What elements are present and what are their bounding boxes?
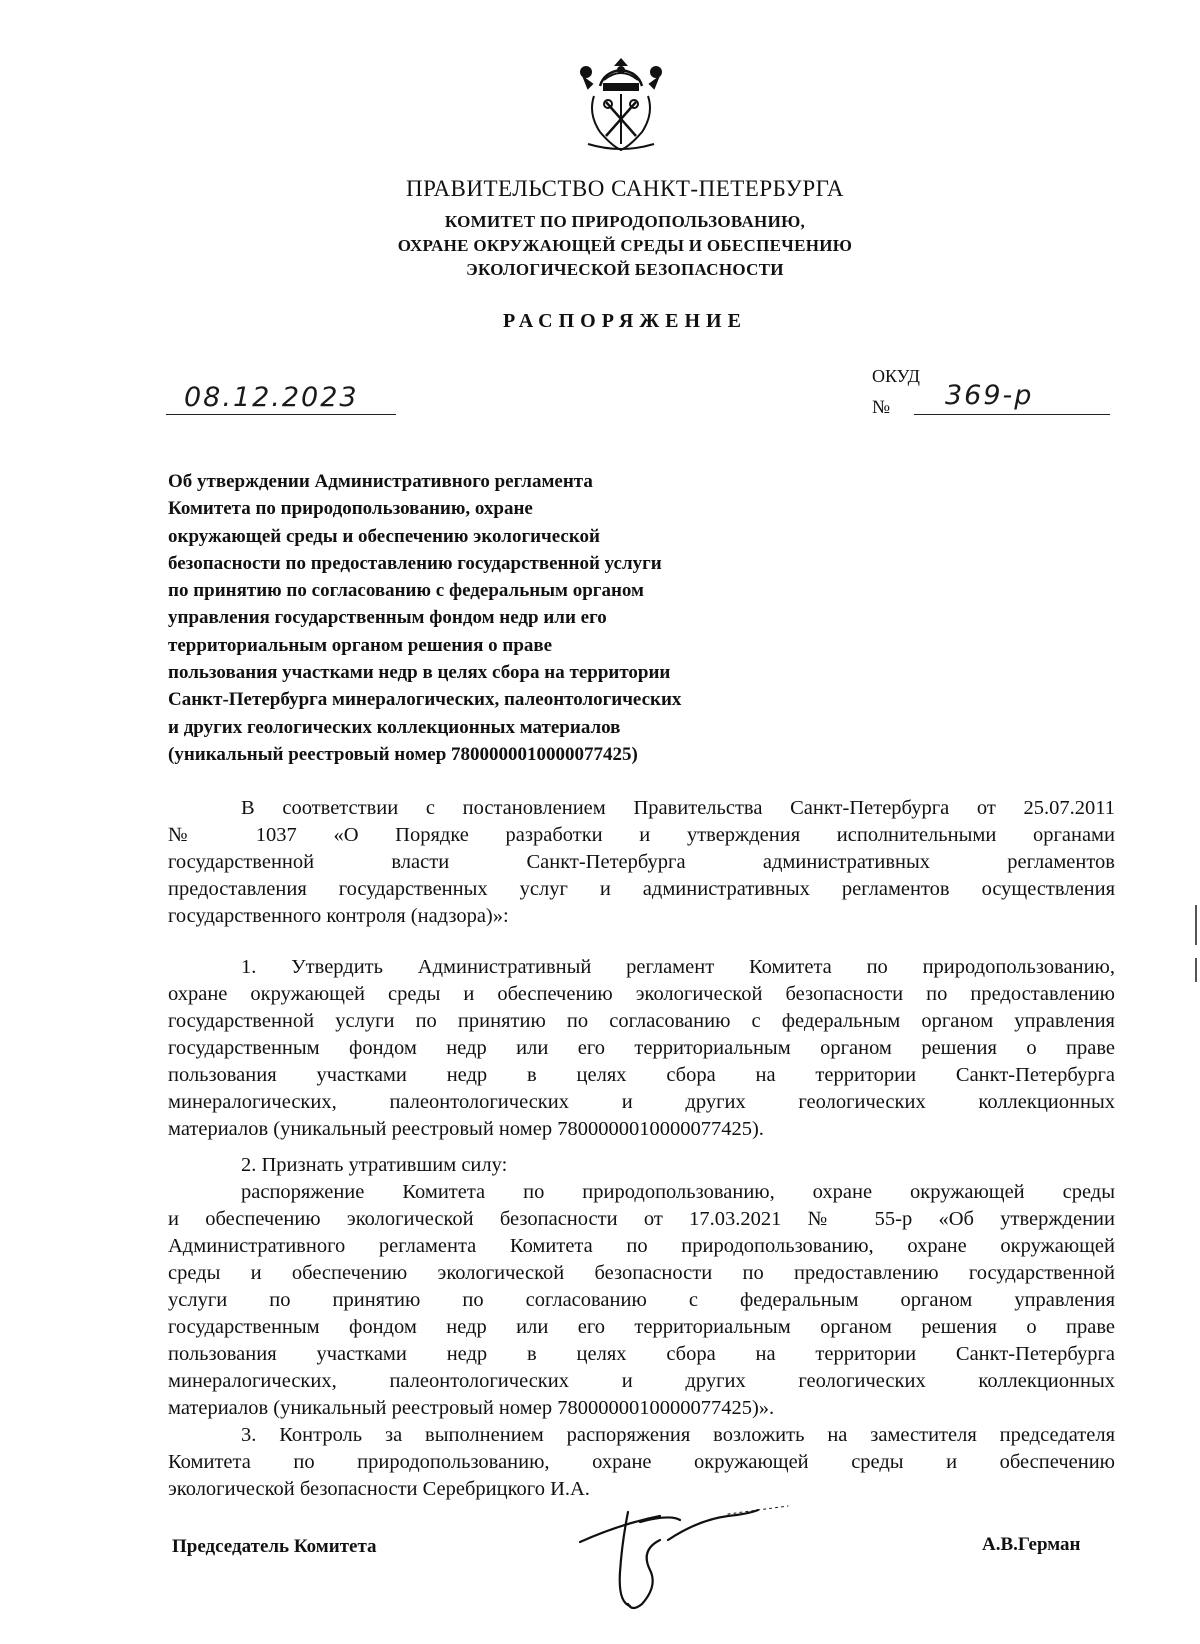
title-line: (уникальный реестровый номер 7800000010000077425) [168,743,638,765]
item-3-line: экологической безопасности Серебрицкого И.А. [168,1478,590,1500]
document-type-heading: РАСПОРЯЖЕНИЕ [503,310,747,332]
title-line: по принятию по согласованию с федеральным органом [168,580,644,602]
scan-edge-mark [1195,905,1197,945]
preamble-line: предоставления государственных услуг и административных регламентов осуществления [168,878,1115,900]
title-line: и других геологических коллекционных материалов [168,716,621,738]
title-line: Комитета по природопользованию, охране [168,498,533,520]
document-date: 08.12.2023 [184,382,359,413]
item-2-line: минералогических, палеонтологических и других геологических коллекционных [168,1370,1115,1392]
item-2-line: распоряжение Комитета по природопользованию, охране окружающей среды [241,1181,1115,1203]
preamble-line: государственного контроля (надзора)»: [168,905,509,927]
item-2-paragraph [168,1179,1115,1422]
number-sign: № [872,397,891,418]
preamble-line: В соответствии с постановлением Правительства Санкт-Петербурга от 25.07.2011 [241,797,1115,819]
document-title [168,468,848,768]
coat-of-arms-emblem [574,58,668,154]
item-1-line: минералогических, палеонтологических и других геологических коллекционных [168,1091,1115,1113]
title-line: управления государственным фондом недр или его [168,607,607,629]
item-1-line: государственным фондом недр или его территориальным органом решения о праве [168,1037,1115,1059]
item-2-line: Административного регламента Комитета по природопользованию, охране окружающей [168,1235,1115,1257]
preamble-paragraph [168,795,1115,930]
item-1-line: материалов (уникальный реестровый номер 7800000010000077425). [168,1118,764,1140]
committee-heading-line-1: КОМИТЕТ ПО ПРИРОДОПОЛЬЗОВАНИЮ, [444,212,806,231]
title-line: окружающей среды и обеспечению экологической [168,525,600,547]
date-underline [166,414,396,415]
signatory-position: Председатель Комитета [172,1536,377,1557]
item-2-line: государственным фондом недр или его территориальным органом решения о праве [168,1316,1115,1338]
item-1-line: пользования участками недр в целях сбора на территории Санкт-Петербурга [168,1064,1115,1086]
title-line: безопасности по предоставлению государственной услуги [168,552,662,574]
title-line: территориальным органом решения о праве [168,634,553,656]
item-2-line: и обеспечению экологической безопасности от 17.03.2021 № 55-р «Об утверждении [168,1208,1115,1230]
title-line: пользования участками недр в целях сбора на территории [168,662,671,684]
government-heading: ПРАВИТЕЛЬСТВО САНКТ-ПЕТЕРБУРГА [405,176,845,201]
item-1-line: охране окружающей среды и обеспечению экологической безопасности по предоставлению [168,983,1115,1005]
title-line: Санкт-Петербурга минералогических, палеонтологических [168,689,682,711]
item-3-paragraph [168,1422,1115,1503]
preamble-line: № 1037 «О Порядке разработки и утверждения исполнительными органами [168,824,1115,846]
committee-heading-line-3: ЭКОЛОГИЧЕСКОЙ БЕЗОПАСНОСТИ [466,260,784,279]
item-3-line: 3. Контроль за выполнением распоряжения возложить на заместителя председателя [241,1424,1115,1446]
item-1-line: 1. Утвердить Административный регламент Комитета по природопользованию, [241,956,1115,978]
scan-edge-mark [1195,958,1197,982]
item-2-line: среды и обеспечению экологической безопасности по предоставлению государственной [168,1262,1115,1284]
item-2-line: материалов (уникальный реестровый номер 7800000010000077425)». [168,1397,775,1419]
item-2-line: пользования участками недр в целях сбора на территории Санкт-Петербурга [168,1343,1115,1365]
item-2-heading-text: 2. Признать утратившим силу: [241,1154,508,1176]
title-line: Об утверждении Административного регламента [168,471,593,492]
committee-heading-line-2: ОХРАНЕ ОКРУЖАЮЩЕЙ СРЕДЫ И ОБЕСПЕЧЕНИЮ [397,236,853,255]
handwritten-signature [578,1500,828,1610]
item-3-line: Комитета по природопользованию, охране окружающей среды и обеспечению [168,1451,1115,1473]
item-1-line: государственной услуги по принятию по согласованию с федеральным органом управления [168,1010,1115,1032]
document-number: 369-р [945,380,1034,411]
preamble-line: государственной власти Санкт-Петербурга административных регламентов [168,851,1115,873]
okud-label: ОКУД [872,366,920,386]
item-2-line: услуги по принятию по согласованию с федеральным органом управления [168,1289,1115,1311]
item-1-paragraph [168,954,1115,1143]
signatory-name: А.В.Герман [982,1534,1081,1555]
number-underline [914,414,1110,415]
item-2-heading [168,1152,1115,1179]
